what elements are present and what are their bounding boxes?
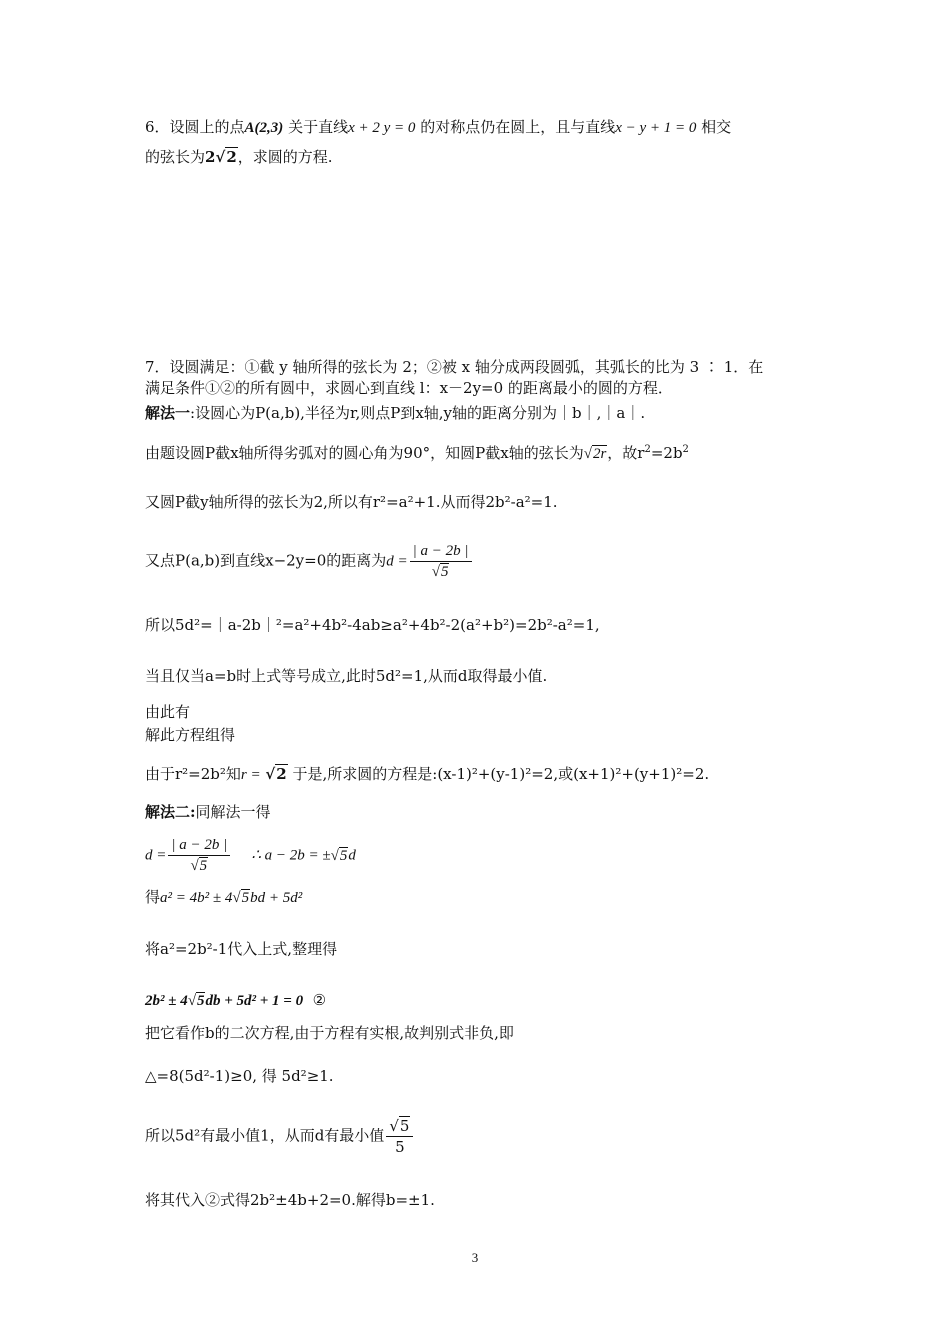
lhs: d = [386, 553, 408, 570]
method-2-line-7: △=8(5d²-1)≥0, 得 5d²≥1. [145, 1067, 334, 1085]
denominator: √5 [431, 564, 449, 580]
equation-tag: ② [312, 991, 327, 1009]
method-2-line-4: 将a²=2b²-1代入上式,整理得 [145, 940, 338, 958]
method-1-line-5: 所以5d²=｜a-2b｜²=a²+4b²-4ab≥a²+4b²-2(a²+b²)=2b²-a²=1, [145, 616, 600, 634]
text: 所以5d²有最小值1，从而d有最小值 [145, 1126, 385, 1145]
sqrt: √2r [583, 446, 607, 462]
sqrt: √2 [215, 148, 237, 166]
method-2-line-6: 把它看作b的二次方程,由于方程有实根,故判别式非负,即 [145, 1024, 514, 1042]
radicand: 2r [592, 446, 607, 462]
method-2-line-3 [145, 887, 302, 908]
method-2-line-1 [145, 802, 271, 822]
problem-7-stmt-1: 7．设圆满足：①截 y 轴所得的弦长为 2；②被 x 轴分成两段圆弧，其弧长的比为 3 ∶ 1．在 [145, 358, 764, 376]
numerator: | a − 2b | [410, 542, 472, 562]
text: 于是,所求圆的方程是:(x-1)²+(y-1)²=2,或(x+1)²+(y+1)²=2. [292, 765, 710, 783]
method-1-line-4 [145, 542, 474, 581]
denominator: √5 [190, 858, 208, 874]
radicand: 5 [196, 993, 205, 1009]
problem-6-line-2 [145, 147, 333, 167]
equation: db + 5d² + 1 = 0 [205, 993, 304, 1009]
text: 得 [145, 888, 161, 906]
text: 又点P(a,b)到直线x−2y=0的距离为 [145, 551, 387, 570]
line-equation-1: x + 2 y = 0 [348, 120, 416, 136]
method-1-line-3: 又圆P截y轴所得的弦长为2,所以有r²=a²+1.从而得2b²-a²=1. [145, 493, 558, 511]
text: 的对称点仍在圆上，且与直线 [420, 118, 616, 136]
radicand: 2 [276, 765, 287, 783]
radicand: 5 [339, 847, 348, 864]
method-2-label: 解法二: [145, 803, 196, 821]
radicand: 5 [241, 890, 250, 906]
text: 由于r²=2b²知 [145, 765, 241, 783]
method-1-line-9 [145, 764, 709, 785]
text: :设圆心为P(a,b),半径为r,则点P到x轴,y轴的距离分别为｜b｜,｜a｜. [190, 404, 646, 422]
sqrt: √5 [187, 993, 205, 1009]
text: ，故r [607, 444, 645, 462]
text: d [348, 847, 356, 864]
text: 相交 [701, 118, 732, 136]
radicand: 5 [440, 564, 449, 580]
method-2-line-8 [145, 1117, 415, 1156]
sqrt: √5 [232, 890, 250, 906]
fraction [410, 542, 472, 581]
numerator: | a − 2b | [168, 836, 230, 856]
method-1-line-7: 由此有 [145, 703, 191, 721]
sqrt: √2 [265, 765, 287, 783]
radicand: 5 [399, 1117, 410, 1135]
page-number: 3 [471, 1250, 479, 1265]
text: 关于直线 [288, 118, 349, 136]
fraction [168, 836, 230, 875]
radicand: 5 [199, 858, 208, 874]
text: 由题设圆P截x轴所得劣弧对的圆心角为90°，知圆P截x轴的弦长为 [145, 444, 584, 462]
problem-7-stmt-2: 满足条件①②的所有圆中，求圆心到直线 l：x－2y=0 的距离最小的圆的方程． [145, 379, 673, 397]
sqrt: √5 [330, 847, 348, 864]
fraction [386, 1117, 413, 1156]
equation: a² = 4b² ± 4 [160, 890, 233, 906]
line-equation-2: x − y + 1 = 0 [615, 120, 697, 136]
method-1-line-8: 解此方程组得 [145, 726, 236, 744]
therefore: ∴ a − 2b = ± [251, 847, 331, 864]
text: 同解法一得 [195, 803, 271, 821]
method-1-line-1 [145, 403, 645, 423]
text: 6．设圆上的点 [145, 118, 245, 136]
numerator: √5 [386, 1117, 413, 1137]
problem-6-line-1 [145, 117, 731, 138]
text: =2b [650, 444, 683, 462]
method-2-line-9: 将其代入②式得2b²±4b+2=0.解得b=±1. [145, 1191, 435, 1209]
radicand: 2 [226, 148, 237, 166]
equation: bd + 5d² [250, 890, 303, 906]
lhs: d = [145, 847, 167, 864]
method-1-line-6: 当且仅当a=b时上式等号成立,此时5d²=1,从而d取得最小值. [145, 667, 548, 685]
lhs: r = [240, 767, 261, 783]
text: 的弦长为 [145, 148, 206, 166]
method-2-line-5 [145, 990, 326, 1011]
equation: 2b² ± 4 [145, 993, 188, 1009]
method-1-line-2: 由题设圆P截x轴所得劣弧对的圆心角为90°，知圆P截x轴的弦长为√2r，故$r^2=2b^2$ [145, 444, 689, 462]
chord-coef: 2 [205, 148, 216, 166]
text: ，求圆的方程. [237, 148, 333, 166]
method-1-label: 解法一 [145, 404, 191, 422]
denominator: 5 [395, 1138, 405, 1156]
method-2-line-2 [145, 836, 356, 875]
point-a: A(2,3) [244, 120, 284, 136]
